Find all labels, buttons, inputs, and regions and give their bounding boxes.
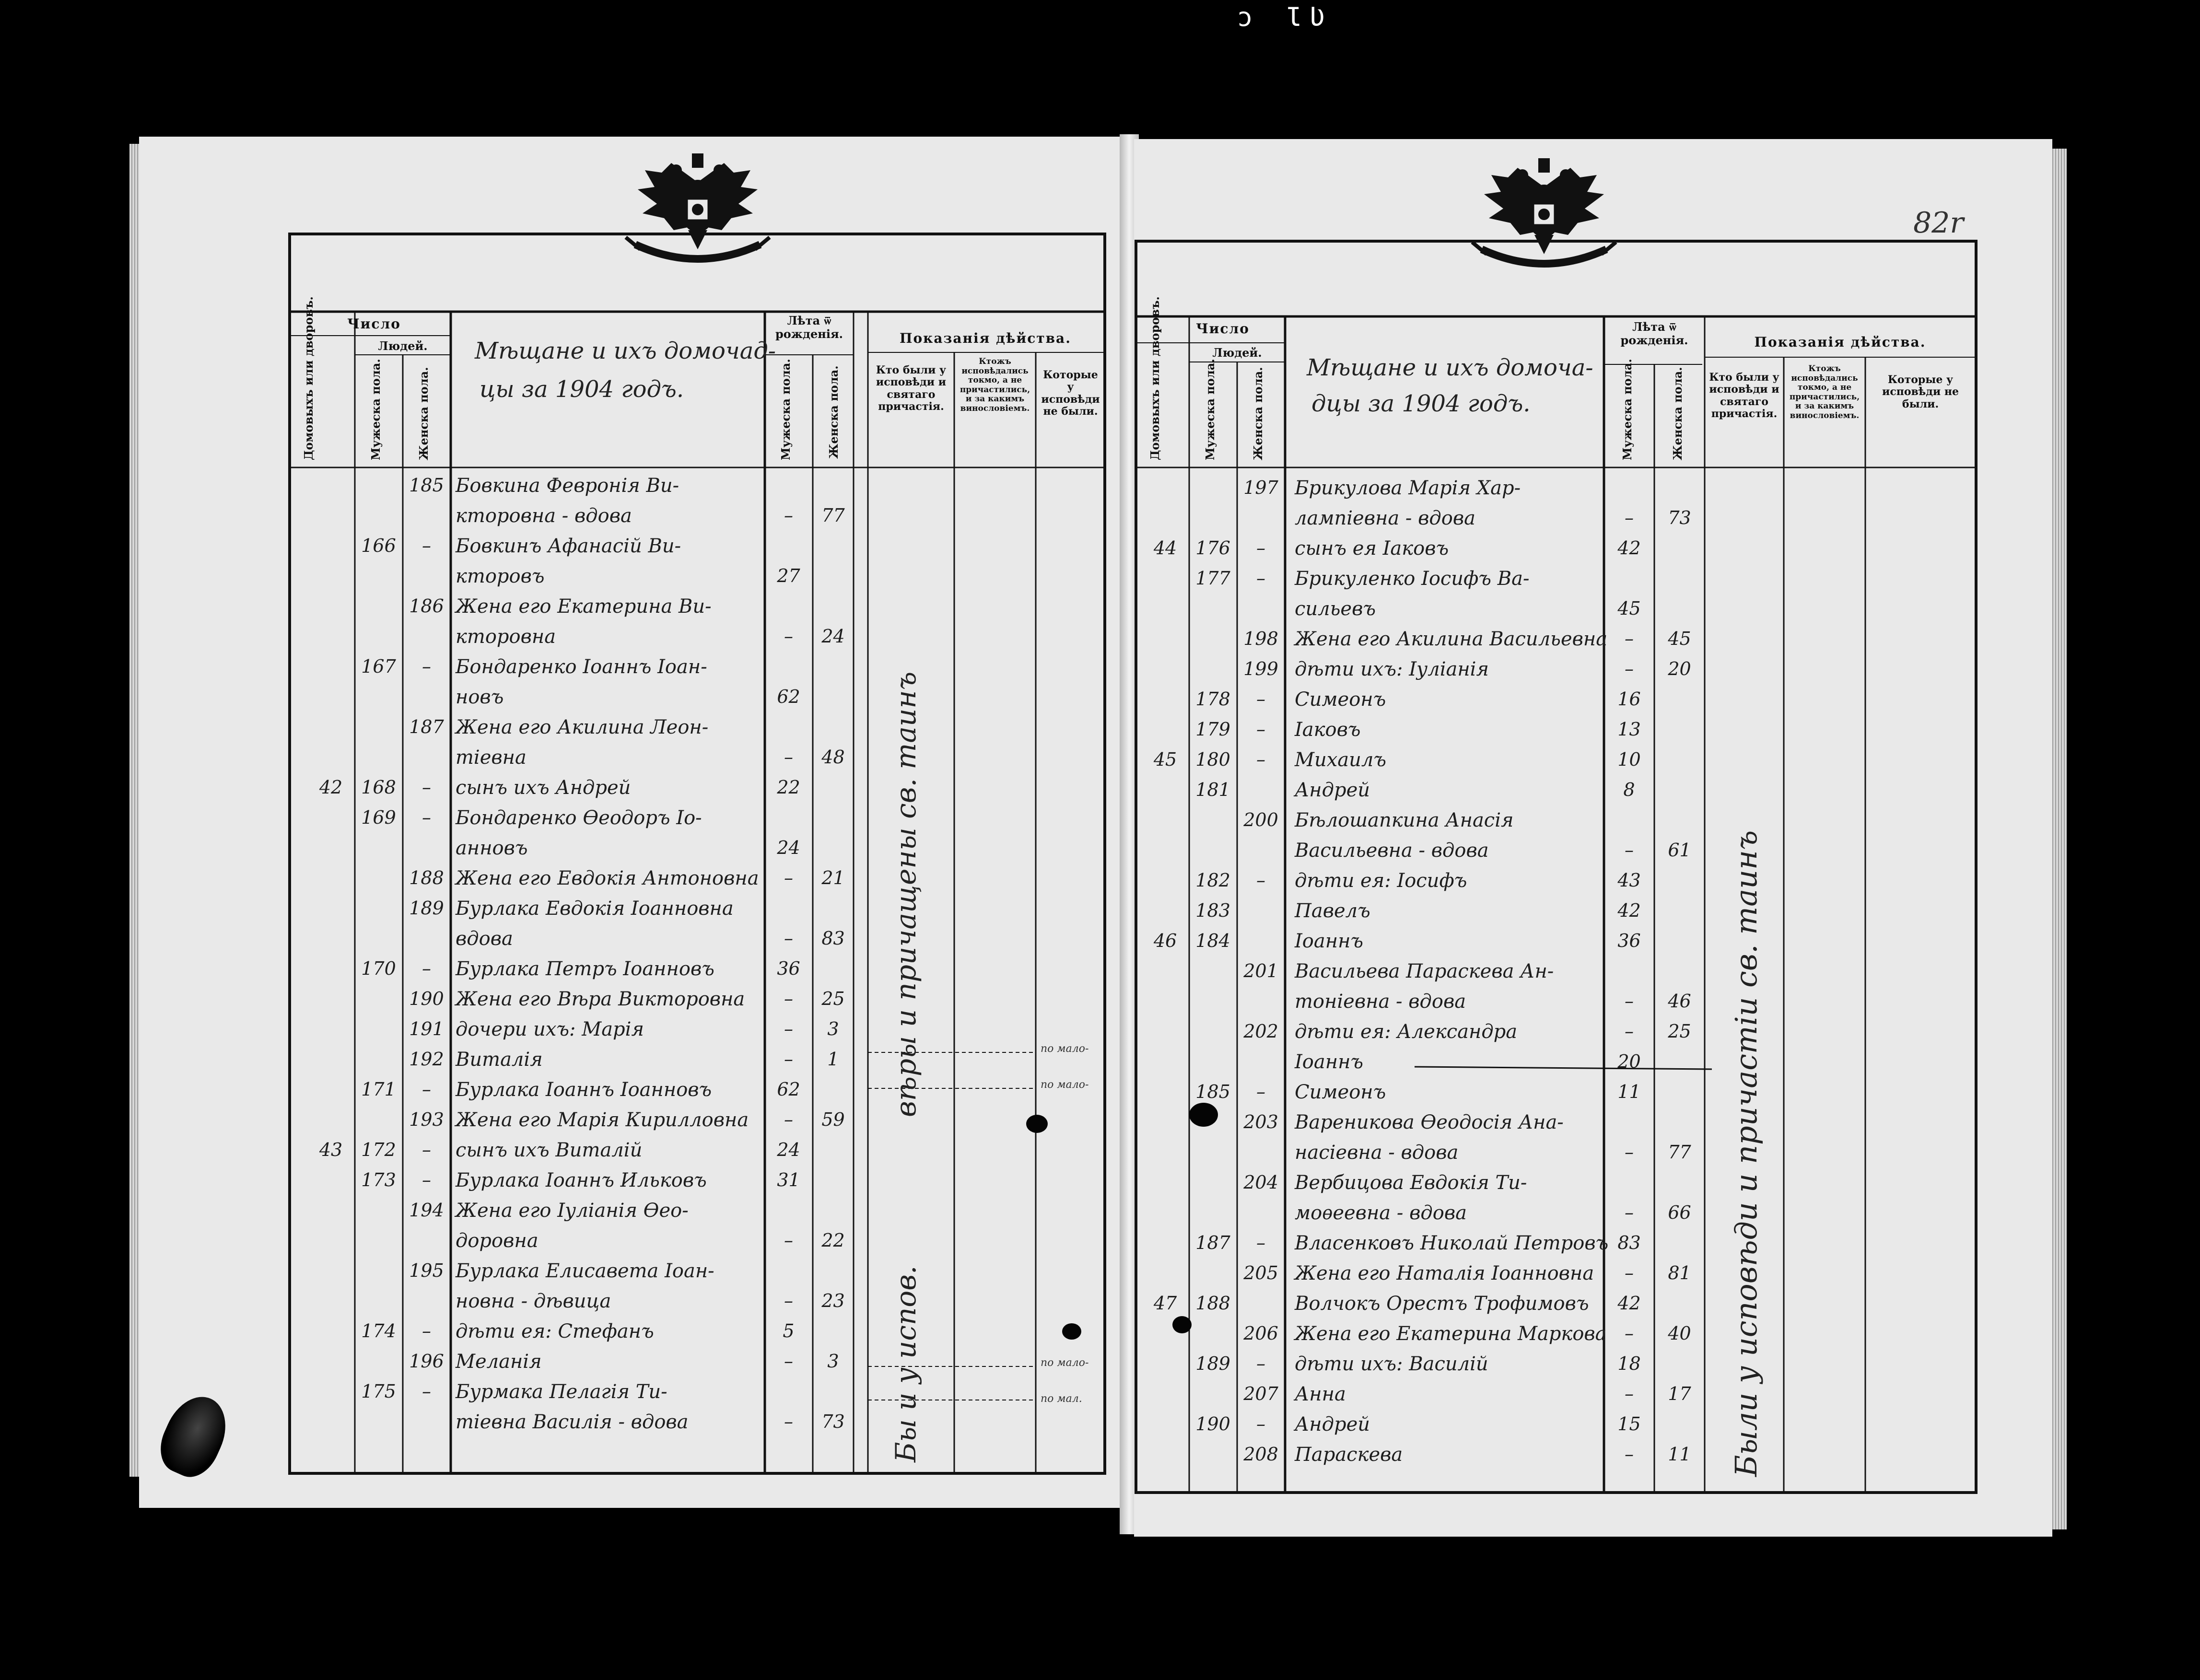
right-row-entry-name: сильевъ [1295,598,1376,620]
left-row-entry-name: дѣти ея: Стефанъ [456,1320,654,1342]
left-row-male-count: 175 [361,1381,396,1402]
left-row-male-count: 166 [361,535,396,556]
left-row-entry-name: Жена его Евдокія Антоновна [456,867,759,889]
right-row-entry-name: Анна [1295,1383,1346,1405]
left-row-female-count: 189 [409,898,444,919]
left-row-household-number: 42 [319,777,343,798]
right-row-female-count: 200 [1243,809,1278,830]
right-row-male-count: 185 [1195,1081,1230,1102]
left-header-age-female: Женска пола. [827,365,841,459]
right-row-entry-name: тоніевна - вдова [1295,991,1466,1013]
margin-note-3: по мало- [1041,1357,1089,1369]
right-row-male-count: 178 [1195,688,1230,710]
left-row-female-count: – [422,656,431,677]
left-row-entry-name: доровна [456,1230,538,1252]
left-row-female-count: 196 [409,1351,444,1372]
ink-blot [1026,1115,1048,1133]
right-row-age-female: 77 [1668,1142,1691,1163]
left-row-age-male: 24 [777,837,800,858]
left-row-entry-name: Меланія [456,1351,542,1373]
left-row-female-count: 188 [409,867,444,888]
right-row-female-count: 197 [1243,477,1278,498]
right-row-female-count: 208 [1243,1444,1278,1465]
left-row-age-female: 73 [821,1411,845,1432]
left-row-age-female: 3 [827,1351,839,1372]
left-row-entry-name: Жена его Марія Кирилловна [456,1109,749,1131]
left-row-age-male: – [784,1411,793,1432]
left-row-female-count: – [422,1320,431,1342]
right-row-age-male: – [1625,1383,1634,1404]
right-row-entry-name: дѣти ихъ: Василій [1295,1353,1488,1375]
left-row-entry-name: Бурлака Евдокія Іоанновна [456,898,734,920]
left-row-entry-name: дочери ихъ: Марія [456,1018,644,1040]
left-row-female-count: 195 [409,1260,444,1281]
left-row-male-count: 172 [361,1139,396,1160]
right-row-entry-name: Іоаннъ [1295,1051,1364,1073]
right-row-household-number: 44 [1153,537,1177,559]
left-header-testimony: Показанія дѣйства. [900,330,1071,346]
left-row-male-count: 174 [361,1320,396,1342]
left-header-col-not: Которые у исповѣди не были. [1041,369,1100,418]
left-row-age-female: 1 [827,1049,839,1070]
right-row-male-count: 182 [1195,870,1230,891]
folio-number: 82r [1913,206,1964,240]
right-header-col-not: Которые у исповѣди не были. [1882,373,1959,410]
left-header-number: Число [347,316,401,332]
left-header-age-group: Лѣта ѿ рожденія. [775,314,843,341]
right-row-female-count: – [1256,688,1265,710]
left-row-age-male: 31 [777,1169,800,1190]
right-row-age-male: – [1625,658,1634,679]
right-row-age-female: 17 [1668,1383,1691,1404]
right-row-age-male: 13 [1617,719,1641,740]
left-side-note: вѣры и причащены св. таинъ [889,671,922,1117]
right-row-entry-name: лампіевна - вдова [1295,507,1475,529]
right-row-female-count: – [1256,749,1265,770]
right-row-female-count: 198 [1243,628,1278,649]
left-row-entry-name: новъ [456,686,504,708]
left-row-entry-name: сынъ ихъ Андрей [456,777,631,799]
right-row-entry-name: Жена его Акилина Васильевна [1295,628,1608,650]
right-row-age-male: 11 [1617,1081,1641,1102]
right-header-testimony: Показанія дѣйства. [1754,334,1926,350]
right-row-female-count: – [1256,1232,1265,1253]
right-row-age-male: – [1625,507,1634,528]
left-row-female-count: 192 [409,1049,444,1070]
left-row-female-count: – [422,807,431,828]
right-row-age-male: – [1625,1202,1634,1223]
left-row-age-female: 22 [821,1230,845,1251]
left-row-age-female: 23 [821,1290,845,1311]
right-header-female: Женска пола. [1251,367,1265,460]
left-row-age-male: 62 [777,1079,800,1100]
left-side-note-lower: Бы и у испов. [889,1265,922,1462]
right-row-entry-name: Симеонъ [1295,1081,1386,1103]
left-row-age-male: 62 [777,686,800,707]
right-row-age-male: 36 [1617,930,1641,951]
left-row-entry-name: тіевна [456,747,527,769]
left-row-entry-name: Бондаренко Іоаннъ Іоан- [456,656,707,678]
left-row-female-count: – [422,958,431,979]
right-row-household-number: 46 [1153,930,1177,951]
right-row-female-count: – [1256,719,1265,740]
left-row-age-male: 36 [777,958,800,979]
left-row-entry-name: Бовкинъ Афанасій Ви- [456,535,681,557]
left-row-age-female: 25 [821,988,845,1009]
right-row-age-male: 10 [1617,749,1641,770]
right-row-entry-name: Жена его Екатерина Маркова [1295,1323,1607,1345]
left-row-entry-name: Виталія [456,1049,543,1071]
margin-note-2: по мало- [1041,1079,1089,1091]
right-row-entry-name: Вербицова Евдокія Ти- [1295,1172,1527,1194]
right-row-entry-name: Жена его Наталія Іоанновна [1295,1262,1594,1284]
left-row-age-male: – [784,1109,793,1130]
right-row-entry-name: Павелъ [1295,900,1370,922]
right-row-entry-name: Волчокъ Орестъ Трофимовъ [1295,1293,1589,1315]
right-row-age-female: 20 [1668,658,1691,679]
left-row-household-number: 43 [319,1139,343,1160]
left-section-title-line-1: Мѣщане и ихъ домочад- [475,338,776,364]
right-header-male: Мужеска пола. [1203,359,1217,460]
right-row-age-male: – [1625,840,1634,861]
right-row-male-count: 179 [1195,719,1230,740]
right-row-entry-name: Вареникова Өеодосія Ана- [1295,1111,1564,1133]
left-header-male: Мужеска пола. [369,359,383,460]
right-row-entry-name: сынъ ея Іаковъ [1295,537,1449,560]
right-row-age-male: 42 [1617,537,1641,559]
right-row-female-count: 206 [1243,1323,1278,1344]
left-header-col-same: Ктожъ исповѣдались токмо, а не причастились, и за какимъ винословіемъ. [960,357,1030,413]
left-row-female-count: – [422,1169,431,1190]
right-row-entry-name: дѣти ея: Іосифъ [1295,870,1467,892]
right-header-age-group: Лѣта ѿ рожденія. [1620,320,1688,347]
right-header-age-female: Женска пола. [1671,367,1685,460]
left-row-female-count: – [422,777,431,798]
right-row-age-female: 25 [1668,1021,1691,1042]
right-row-female-count: – [1256,870,1265,891]
left-row-entry-name: Бурмака Пелагія Ти- [456,1381,667,1403]
left-row-entry-name: сынъ ихъ Виталій [456,1139,643,1161]
left-row-male-count: 167 [361,656,396,677]
right-row-entry-name: Іаковъ [1295,719,1361,741]
left-header-households: Домовыхъ или дворовъ. [302,296,316,460]
left-row-female-count: – [422,535,431,556]
left-row-female-count: 186 [409,595,444,617]
left-row-age-male: – [784,747,793,768]
scan-mark: ɔ ƖƲ [1237,2,1334,32]
right-row-male-count: 184 [1195,930,1230,951]
left-row-female-count: 185 [409,475,444,496]
right-row-female-count: – [1256,1353,1265,1374]
right-row-male-count: 183 [1195,900,1230,921]
left-row-entry-name: Бурлака Елисавета Іоан- [456,1260,714,1282]
right-row-household-number: 45 [1153,749,1177,770]
left-row-age-female: 48 [821,747,845,768]
right-row-age-male: 15 [1617,1413,1641,1435]
left-row-age-male: – [784,988,793,1009]
left-row-age-male: – [784,1230,793,1251]
right-row-entry-name: моѳеевна - вдова [1295,1202,1467,1224]
left-row-entry-name: Жена его Іуліанія Өео- [456,1200,689,1222]
left-row-male-count: 168 [361,777,396,798]
left-row-male-count: 169 [361,807,396,828]
right-row-female-count: 199 [1243,658,1278,679]
right-header-col-same: Ктожъ исповѣдались токмо, а не причастились, и за какимъ винословіемъ. [1789,364,1860,420]
right-row-age-female: 46 [1668,991,1691,1012]
right-row-female-count: – [1256,1081,1265,1102]
right-row-female-count: – [1256,568,1265,589]
right-row-female-count: 202 [1243,1021,1278,1042]
left-row-age-male: – [784,1049,793,1070]
left-row-entry-name: тіевна Василія - вдова [456,1411,689,1433]
right-row-entry-name: Андрей [1295,1413,1370,1435]
left-row-entry-name: Бовкина Февронія Ви- [456,475,679,497]
left-row-male-count: 173 [361,1169,396,1190]
left-row-entry-name: Бурлака Іоаннъ Іоанновъ [456,1079,712,1101]
left-row-entry-name: Жена его Акилина Леон- [456,716,709,738]
right-row-entry-name: Васильевна - вдова [1295,840,1489,862]
left-row-age-female: 77 [821,505,845,526]
right-row-male-count: 177 [1195,568,1230,589]
ink-blot [1189,1103,1218,1127]
left-row-age-male: 24 [777,1139,800,1160]
left-row-entry-name: Бондаренко Өеодоръ Іо- [456,807,702,829]
right-row-female-count: – [1256,537,1265,559]
right-row-age-female: 11 [1668,1444,1691,1465]
ink-blot [1062,1323,1081,1340]
right-row-age-male: – [1625,991,1634,1012]
left-row-female-count: – [422,1381,431,1402]
right-row-entry-name: Бѣлошапкина Анасія [1295,809,1514,831]
left-row-age-male: 5 [783,1320,795,1342]
right-row-entry-name: Параскева [1295,1444,1403,1466]
left-row-age-female: 83 [821,928,845,949]
left-row-age-female: 21 [821,867,845,888]
left-header-col-were: Кто были у исповѣди и святаго причастія. [876,364,947,413]
left-row-age-male: – [784,1290,793,1311]
right-row-male-count: 187 [1195,1232,1230,1253]
right-row-age-male: 16 [1617,688,1641,710]
right-row-age-male: – [1625,1323,1634,1344]
right-row-age-male: 18 [1617,1353,1641,1374]
margin-note-1: по мало- [1041,1043,1089,1055]
left-row-male-count: 171 [361,1079,396,1100]
right-row-age-female: 40 [1668,1323,1691,1344]
right-row-female-count: 204 [1243,1172,1278,1193]
left-row-age-male: – [784,928,793,949]
left-row-age-male: 27 [777,565,800,586]
left-row-age-male: – [784,1351,793,1372]
right-row-age-male: 43 [1617,870,1641,891]
right-row-age-female: 81 [1668,1262,1691,1283]
left-row-entry-name: новна - дѣвица [456,1290,611,1312]
right-row-male-count: 190 [1195,1413,1230,1435]
right-row-male-count: 188 [1195,1293,1230,1314]
left-row-female-count: – [422,1079,431,1100]
right-row-entry-name: Брикуленко Іосифъ Ва- [1295,568,1530,590]
right-row-female-count: – [1256,1413,1265,1435]
right-row-age-male: 42 [1617,1293,1641,1314]
right-header-col-were: Кто были у исповѣди и святаго причастія. [1709,371,1779,420]
right-row-entry-name: Андрей [1295,779,1370,801]
right-row-female-count: 207 [1243,1383,1278,1404]
left-row-entry-name: кторовна - вдова [456,505,632,527]
right-section-title-line-1: Мѣщане и ихъ домоча- [1307,354,1593,381]
left-row-age-female: 3 [827,1018,839,1039]
right-row-entry-name: Іоаннъ [1295,930,1364,952]
left-header-age-male: Мужеска пола. [779,359,793,460]
right-row-male-count: 189 [1195,1353,1230,1374]
right-row-age-male: 20 [1617,1051,1641,1072]
left-row-female-count: – [422,1139,431,1160]
right-row-age-male: – [1625,1262,1634,1283]
left-row-age-male: – [784,867,793,888]
left-row-female-count: 191 [409,1018,444,1039]
left-row-entry-name: Бурлака Петръ Іоанновъ [456,958,714,980]
ink-blot [1172,1316,1192,1333]
right-row-female-count: 205 [1243,1262,1278,1283]
left-row-age-female: 24 [821,626,845,647]
left-row-entry-name: кторовна [456,626,556,648]
right-header-number: Число [1196,321,1250,337]
right-row-male-count: 176 [1195,537,1230,559]
right-row-age-female: 73 [1668,507,1691,528]
left-row-entry-name: Жена его Вѣра Викторовна [456,988,745,1010]
left-row-entry-name: кторовъ [456,565,545,587]
right-row-age-female: 66 [1668,1202,1691,1223]
right-row-entry-name: Брикулова Марія Хар- [1295,477,1521,499]
right-row-age-male: – [1625,1021,1634,1042]
left-row-entry-name: Бурлака Іоаннъ Ильковъ [456,1169,707,1191]
left-row-entry-name: Жена его Екатерина Ви- [456,595,712,618]
left-row-entry-name: анновъ [456,837,528,859]
left-row-age-male: – [784,626,793,647]
right-row-entry-name: Симеонъ [1295,688,1386,711]
left-row-entry-name: вдова [456,928,513,950]
right-header-age-male: Мужеска пола. [1620,359,1634,460]
right-side-note: Были у исповѣди и причастіи св. таинъ [1729,830,1764,1477]
right-row-age-male: 8 [1623,779,1635,800]
right-row-female-count: 203 [1243,1111,1278,1132]
right-row-age-male: 45 [1617,598,1641,619]
right-row-entry-name: дѣти ея: Александра [1295,1021,1518,1043]
right-row-age-male: – [1625,1142,1634,1163]
left-row-female-count: 194 [409,1200,444,1221]
right-row-age-male: 83 [1617,1232,1641,1253]
right-row-male-count: 181 [1195,779,1230,800]
right-row-age-male: – [1625,628,1634,649]
left-row-female-count: 187 [409,716,444,737]
left-row-male-count: 170 [361,958,396,979]
left-row-age-male: 22 [777,777,800,798]
left-section-title-line-2: цы за 1904 годъ. [480,376,684,403]
left-row-female-count: 193 [409,1109,444,1130]
right-header-households: Домовыхъ или дворовъ. [1148,296,1162,460]
right-header-people: Людей. [1212,346,1262,360]
right-row-female-count: 201 [1243,960,1278,981]
right-row-entry-name: дѣти ихъ: Іуліанія [1295,658,1489,680]
left-header-people: Людей. [378,339,428,353]
right-row-age-female: 61 [1668,840,1691,861]
left-row-age-female: 59 [821,1109,845,1130]
left-header-female: Женска пола. [417,367,431,460]
left-row-age-male: – [784,505,793,526]
right-row-entry-name: Михаилъ [1295,749,1387,771]
right-row-age-male: – [1625,1444,1634,1465]
right-row-entry-name: Власенковъ Николай Петровъ [1295,1232,1609,1254]
right-row-entry-name: Васильева Параскева Ан- [1295,960,1554,982]
left-row-female-count: 190 [409,988,444,1009]
right-section-title-line-2: дцы за 1904 годъ. [1311,390,1531,417]
margin-note-4: по мал. [1041,1393,1082,1405]
right-row-entry-name: насіевна - вдова [1295,1142,1459,1164]
right-row-household-number: 47 [1153,1293,1177,1314]
right-row-age-male: 42 [1617,900,1641,921]
left-row-age-male: – [784,1018,793,1039]
right-row-age-female: 45 [1668,628,1691,649]
right-row-male-count: 180 [1195,749,1230,770]
